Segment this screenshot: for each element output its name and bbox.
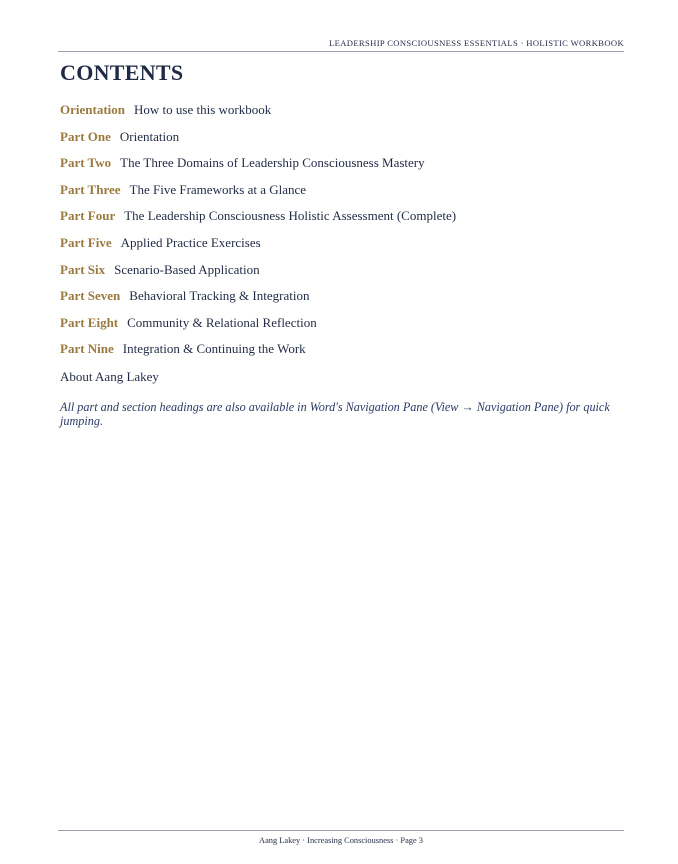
navigation-note: All part and section headings are also available in Word's Navigation Pane (View → Navigation Pane) for quick jumping. [60,400,610,428]
toc-part-label: Orientation [60,102,125,117]
table-of-contents [60,101,630,367]
toc-item-part-six[interactable] [60,261,630,288]
toc-title: The Leadership Consciousness Holistic Assessment (Complete) [124,208,457,224]
toc-title: Behavioral Tracking & Integration [129,288,310,304]
toc-item-part-eight[interactable] [60,314,630,341]
toc-part-label: Part One [60,128,111,144]
page-footer: Aang Lakey · Increasing Consciousness · Page 3 [58,830,624,845]
toc-item-part-seven[interactable] [60,287,630,314]
toc-item-part-four[interactable] [60,207,630,234]
toc-part-label: Part Three [60,181,121,197]
toc-item-about-author[interactable]: About Aang Lakey [60,369,159,384]
toc-title: How to use this workbook [134,102,272,117]
toc-part-label: Part Five [60,234,112,250]
toc-title: Orientation [119,128,180,144]
toc-part-label: Part Eight [60,314,119,330]
toc-title: Integration & Continuing the Work [122,341,306,357]
toc-item-part-two[interactable] [60,154,630,181]
page-title: CONTENTS [60,60,184,85]
toc-title: The Three Domains of Leadership Consciousness Mastery [120,155,425,171]
toc-item-part-nine[interactable] [60,340,630,367]
toc-part-label: Part Six [60,261,106,277]
toc-item-part-one[interactable] [60,128,630,155]
toc-part-label: Part Nine [60,341,114,357]
toc-part-label: Part Two [60,155,112,171]
toc-item-part-three[interactable] [60,181,630,208]
toc-title: The Five Frameworks at a Glance [129,181,307,197]
toc-title: Applied Practice Exercises [120,234,261,250]
toc-item-orientation[interactable] [60,101,630,128]
toc-part-label: Part Seven [60,288,121,304]
toc-title: Community & Relational Reflection [127,314,317,330]
running-header: LEADERSHIP CONSCIOUSNESS ESSENTIALS · HOLISTIC WORKBOOK [58,38,624,52]
toc-title: Scenario-Based Application [114,261,260,277]
toc-item-part-five[interactable] [60,234,630,261]
toc-part-label: Part Four [60,208,116,224]
